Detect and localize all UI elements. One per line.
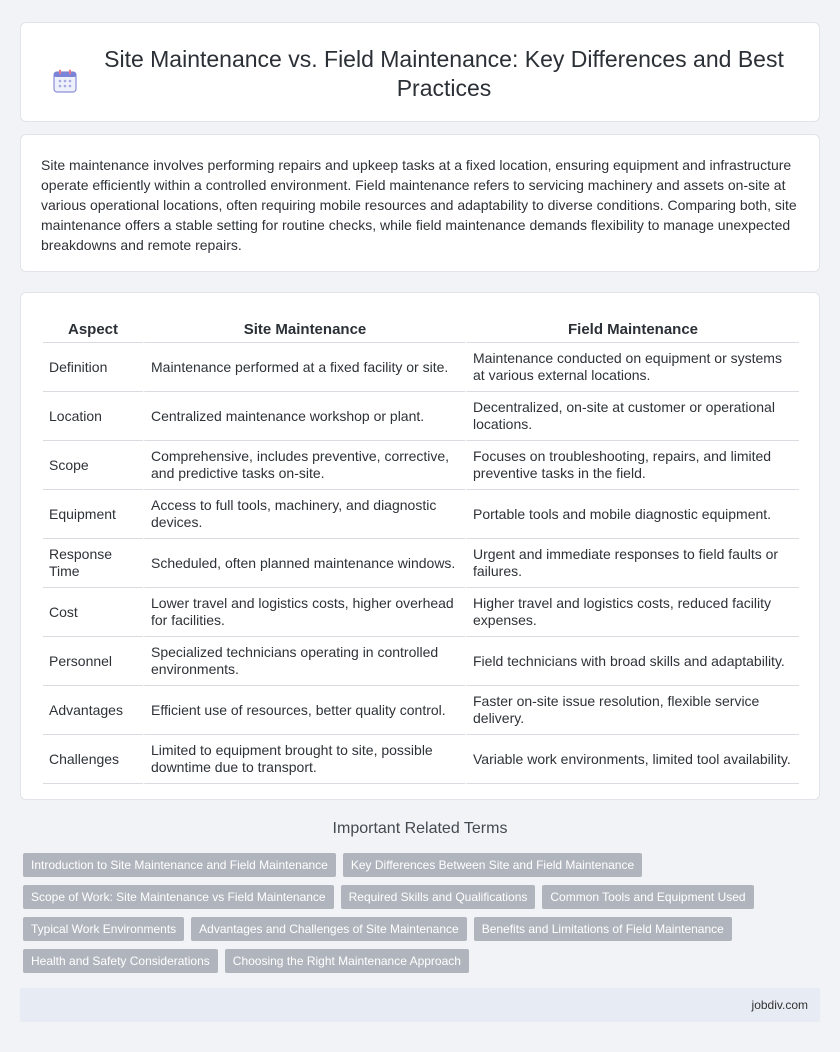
table-cell-aspect: Equipment <box>43 490 143 539</box>
table-body <box>43 343 799 784</box>
table-cell-field: Focuses on troubleshooting, repairs, and limited preventive tasks in the field. <box>465 441 799 490</box>
related-term-tag[interactable]: Typical Work Environments <box>23 917 184 941</box>
comparison-table <box>43 315 799 784</box>
table-cell-site: Access to full tools, machinery, and diagnostic devices. <box>143 490 465 539</box>
footer-site-link[interactable]: jobdiv.com <box>751 998 808 1012</box>
related-term-tag[interactable]: Scope of Work: Site Maintenance vs Field Maintenance <box>23 885 334 909</box>
related-term-tag[interactable]: Health and Safety Considerations <box>23 949 218 973</box>
column-header-field: Field Maintenance <box>465 315 799 343</box>
table-row <box>43 343 799 392</box>
related-term-tag[interactable]: Introduction to Site Maintenance and Field Maintenance <box>23 853 336 877</box>
table-cell-field: Variable work environments, limited tool availability. <box>465 735 799 784</box>
table-cell-aspect: Advantages <box>43 686 143 735</box>
table-cell-field: Maintenance conducted on equipment or systems at various external locations. <box>465 343 799 392</box>
table-cell-site: Comprehensive, includes preventive, corrective, and predictive tasks on-site. <box>143 441 465 490</box>
table-cell-field: Portable tools and mobile diagnostic equipment. <box>465 490 799 539</box>
tag-row <box>23 949 823 973</box>
table-row <box>43 441 799 490</box>
page-title: Site Maintenance vs. Field Maintenance: Key Differences and Best Practices <box>104 46 784 101</box>
table-cell-site: Maintenance performed at a fixed facility or site. <box>143 343 465 392</box>
table-cell-aspect: Location <box>43 392 143 441</box>
tag-row <box>23 853 823 877</box>
comparison-table-card <box>20 292 820 800</box>
table-cell-site: Efficient use of resources, better quality control. <box>143 686 465 735</box>
table-cell-field: Urgent and immediate responses to field faults or failures. <box>465 539 799 588</box>
table-row <box>43 735 799 784</box>
related-term-tag[interactable]: Benefits and Limitations of Field Maintenance <box>474 917 732 941</box>
table-cell-site: Specialized technicians operating in controlled environments. <box>143 637 465 686</box>
table-cell-field: Decentralized, on-site at customer or operational locations. <box>465 392 799 441</box>
table-cell-site: Lower travel and logistics costs, higher overhead for facilities. <box>143 588 465 637</box>
table-row <box>43 637 799 686</box>
related-term-tag[interactable]: Advantages and Challenges of Site Maintenance <box>191 917 467 941</box>
table-cell-site: Limited to equipment brought to site, possible downtime due to transport. <box>143 735 465 784</box>
related-terms-tags <box>23 853 823 981</box>
table-row <box>43 539 799 588</box>
table-cell-site: Scheduled, often planned maintenance windows. <box>143 539 465 588</box>
related-term-tag[interactable]: Key Differences Between Site and Field Maintenance <box>343 853 642 877</box>
tag-row <box>23 917 823 941</box>
table-row <box>43 490 799 539</box>
column-header-site: Site Maintenance <box>143 315 465 343</box>
table-cell-aspect: Personnel <box>43 637 143 686</box>
table-cell-field: Higher travel and logistics costs, reduced facility expenses. <box>465 588 799 637</box>
calendar-icon <box>51 67 79 95</box>
table-cell-aspect: Cost <box>43 588 143 637</box>
intro-paragraph: Site maintenance involves performing repairs and upkeep tasks at a fixed location, ensuring equipment and infrastructure operate efficiently within a controlled environment. Field maintenance refers to servicing machinery and assets on-site at various operational locations, often requiring mobile resources and adaptability to diverse conditions. Comparing both, site maintenance offers a stable setting for routine checks, while field maintenance demands flexibility to manage unexpected breakdowns and remote repairs. <box>41 157 797 253</box>
footer <box>20 988 820 1022</box>
table-header-row <box>43 315 799 343</box>
table-cell-aspect: Definition <box>43 343 143 392</box>
table-row <box>43 392 799 441</box>
table-cell-field: Faster on-site issue resolution, flexible service delivery. <box>465 686 799 735</box>
table-cell-site: Centralized maintenance workshop or plant. <box>143 392 465 441</box>
header-card <box>20 22 820 122</box>
related-term-tag[interactable]: Choosing the Right Maintenance Approach <box>225 949 469 973</box>
column-header-aspect: Aspect <box>43 315 143 343</box>
table-cell-aspect: Scope <box>43 441 143 490</box>
tag-row <box>23 885 823 909</box>
table-cell-aspect: Response Time <box>43 539 143 588</box>
related-terms-title: Important Related Terms <box>332 820 508 837</box>
table-row <box>43 588 799 637</box>
related-term-tag[interactable]: Required Skills and Qualifications <box>341 885 536 909</box>
related-term-tag[interactable]: Common Tools and Equipment Used <box>542 885 753 909</box>
table-cell-field: Field technicians with broad skills and adaptability. <box>465 637 799 686</box>
table-cell-aspect: Challenges <box>43 735 143 784</box>
intro-card <box>20 134 820 272</box>
table-row <box>43 686 799 735</box>
